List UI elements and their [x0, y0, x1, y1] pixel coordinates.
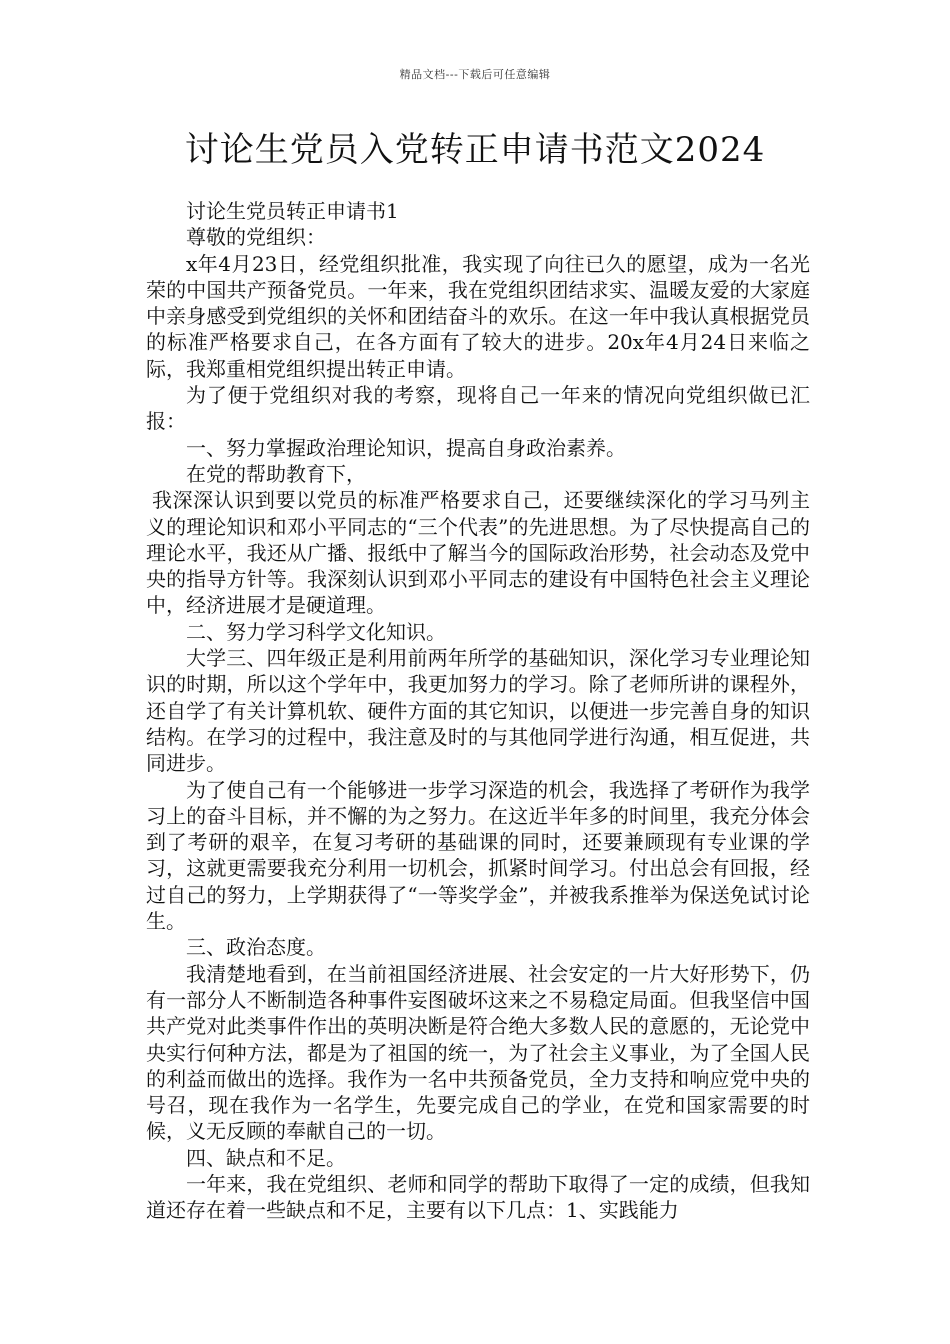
body-paragraph: 为了便于党组织对我的考察，现将自己一年来的情况向党组织做已汇报：	[146, 383, 810, 434]
section-heading-2: 二、努力学习科学文化知识。	[186, 619, 446, 644]
body-paragraph: 我清楚地看到，在当前祖国经济进展、社会安定的一片大好形势下，仍有一部分人不断制造各种事件妄图破坏这来之不易稳定局面。但我坚信中国共产党对此类事件作出的英明决断是符合绝大多数人民的意愿的，无论党中央实行何种方法，都是为了祖国的统一，为了社会主义事业，为了全国人民的利益而做出的选择。我作为一名中共预备党员，全力支持和响应党中央的号召，现在我作为一名学生，先要完成自己的学业，在党和国家需要的时候，义无反顾的奉献自己的一切。	[146, 961, 810, 1144]
header-note: 精品文档---下载后可任意编辑	[399, 68, 551, 81]
body-paragraph: 大学三、四年级正是利用前两年所学的基础知识，深化学习专业理论知识的时期，所以这个学年中，我更加努力的学习。除了老师所讲的课程外，还自学了有关计算机软、硬件方面的其它知识，以便进一步完善自身的知识结构。在学习的过程中，我注意及时的与其他同学进行沟通，相互促进，共同进步。	[146, 646, 810, 776]
subtitle-paragraph: 讨论生党员转正申请书1	[186, 199, 399, 223]
salutation-paragraph: 尊敬的党组织：	[186, 225, 326, 250]
body-paragraph: 我深深认识到要以党员的标准严格要求自己，还要继续深化的学习马列主义的理论知识和邓小平同志的“三个代表”的先进思想。为了尽快提高自己的理论水平，我还从广播、报纸中了解当今的国际政治形势，社会动态及党中央的指导方针等。我深刻认识到邓小平同志的建设有中国特色社会主义理论中，经济进展才是硬道理。	[146, 488, 810, 618]
body-paragraph: 为了使自己有一个能够进一步学习深造的机会，我选择了考研作为我学习上的奋斗目标，并不懈的为之努力。在这近半年多的时间里，我充分体会到了考研的艰辛，在复习考研的基础课的同时，还要兼顾现有专业课的学习，这就更需要我充分利用一切机会，抓紧时间学习。付出总会有回报，经过自己的努力，上学期获得了“一等奖学金”，并被我系推举为保送免试讨论生。	[146, 777, 810, 934]
section-heading-1: 一、努力掌握政治理论知识，提高自身政治素养。	[186, 435, 626, 460]
document-body	[146, 198, 810, 1224]
body-paragraph: 在党的帮助教育下，	[186, 461, 366, 486]
section-heading-3: 三、政治态度。	[186, 935, 326, 960]
body-paragraph: 一年来，我在党组织、老师和同学的帮助下取得了一定的成绩，但我知道还存在着一些缺点和不足，主要有以下几点：1、实践能力	[146, 1171, 810, 1223]
document-title: 讨论生党员入党转正申请书范文2024	[184, 130, 766, 170]
section-heading-4: 四、缺点和不足。	[186, 1145, 346, 1170]
body-paragraph: x年4月23日，经党组织批准，我实现了向往已久的愿望，成为一名光荣的中国共产预备党员。一年来，我在党组织团结求实、温暖友爱的大家庭中亲身感受到党组织的关怀和团结奋斗的欢乐。在这一年中我认真根据党员的标准严格要求自己，在各方面有了较大的进步。20x年4月24日来临之际，我郑重相党组织提出转正申请。	[146, 251, 810, 381]
